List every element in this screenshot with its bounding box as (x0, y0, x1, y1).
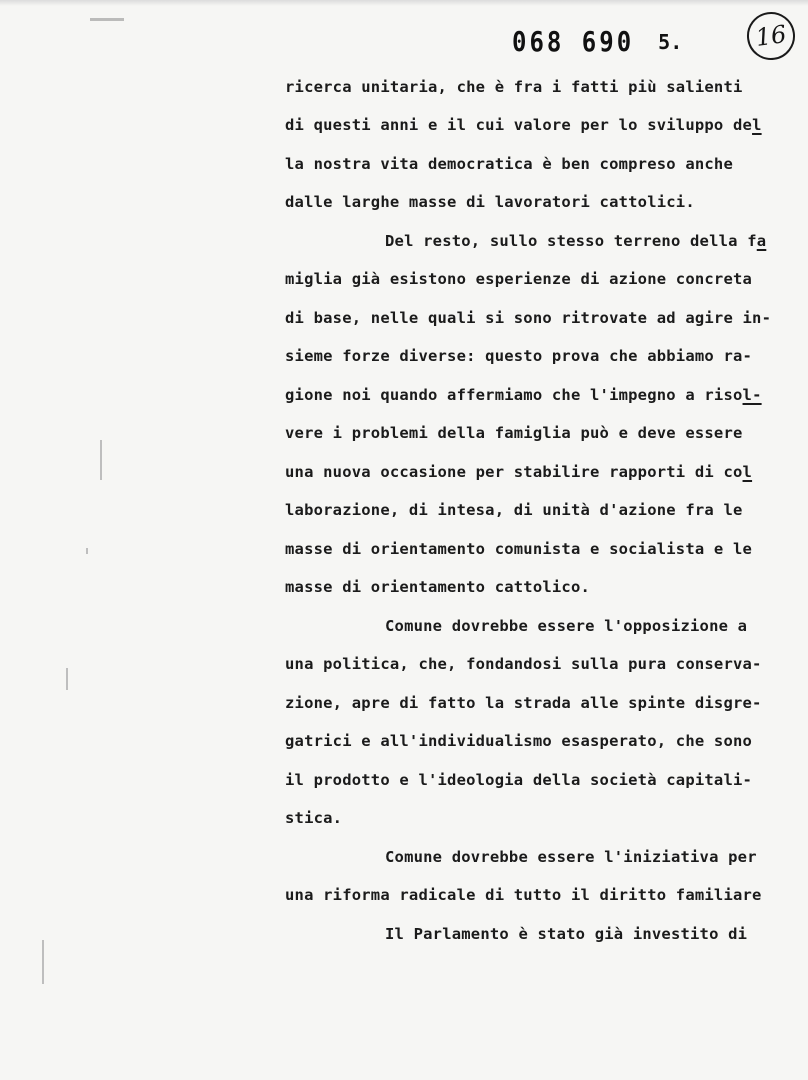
text-line: laborazione, di intesa, di unità d'azione fra le (285, 501, 743, 519)
text-line: miglia già esistono esperienze di azione concreta (285, 270, 753, 288)
scan-margin-mark (100, 440, 102, 480)
text-line: una riforma radicale di tutto il diritto familiare (285, 886, 762, 904)
handwritten-folio-number: 16 (744, 9, 798, 63)
scan-top-edge (0, 0, 808, 6)
page-number: 5. (658, 30, 683, 54)
text-line: vere i problemi della famiglia può e deve essere (285, 424, 743, 442)
text-line: di base, nelle quali si sono ritrovate ad agire in- (285, 309, 772, 327)
text-line: una politica, che, fondandosi sulla pura conserva- (285, 655, 762, 673)
text-line: masse di orientamento comunista e socialista e le (285, 540, 753, 558)
text-line: gione noi quando affermiamo che l'impegno a risol- (285, 386, 762, 404)
text-line: la nostra vita democratica è ben compreso anche (285, 155, 733, 173)
text-line: gatrici e all'individualismo esasperato, che sono (285, 732, 753, 750)
scan-smudge (90, 18, 124, 21)
archive-number: 068 690 (512, 25, 635, 59)
scan-margin-mark (86, 548, 88, 554)
text-line: Comune dovrebbe essere l'opposizione a (385, 617, 748, 635)
scan-margin-mark (42, 940, 44, 984)
text-line: sieme forze diverse: questo prova che abbiamo ra- (285, 347, 753, 365)
document-header (512, 26, 682, 58)
text-line: Comune dovrebbe essere l'iniziativa per (385, 848, 757, 866)
text-line: zione, apre di fatto la strada alle spinte disgre- (285, 694, 762, 712)
text-line: ricerca unitaria, che è fra i fatti più salienti (285, 78, 743, 96)
text-line: masse di orientamento cattolico. (285, 578, 591, 596)
scan-margin-mark (66, 668, 68, 690)
text-line: il prodotto e l'ideologia della società capitali- (285, 771, 753, 789)
text-line: stica. (285, 809, 343, 827)
text-line: dalle larghe masse di lavoratori cattolici. (285, 193, 695, 211)
text-line: Il Parlamento è stato già investito di (385, 925, 748, 943)
text-line: Del resto, sullo stesso terreno della fa (385, 232, 767, 250)
text-line: di questi anni e il cui valore per lo sviluppo del (285, 116, 762, 134)
text-line: una nuova occasione per stabilire rapporti di col (285, 463, 753, 481)
